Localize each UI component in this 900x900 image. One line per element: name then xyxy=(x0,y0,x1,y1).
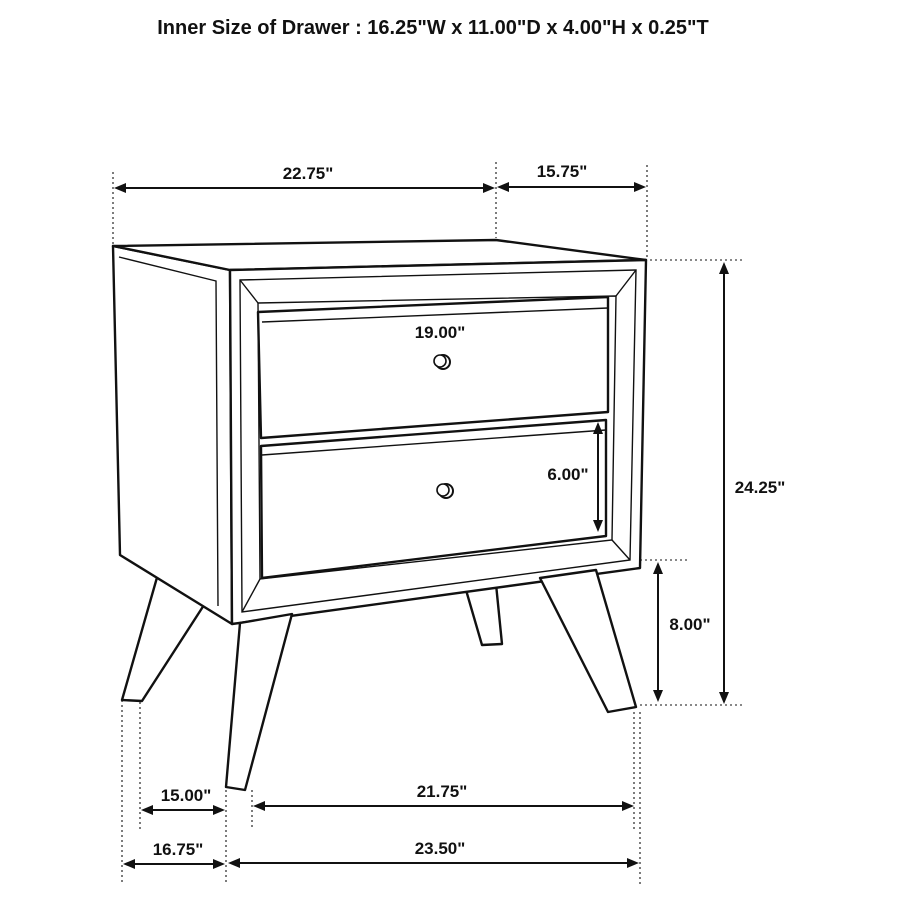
top-width-label: 22.75" xyxy=(282,164,334,183)
top-depth-label: 15.75" xyxy=(536,162,588,181)
drawer-inner-size-title: Inner Size of Drawer : 16.25"W x 11.00"D x 4.00"H x 0.25"T xyxy=(157,17,709,39)
top-drawer-front xyxy=(258,297,608,438)
outer-leg-width-label: 23.50" xyxy=(414,839,466,858)
side-panel xyxy=(113,246,232,624)
front-left-leg xyxy=(226,614,292,790)
leg-height-label: 8.00" xyxy=(669,615,711,634)
back-right-leg xyxy=(466,584,502,645)
nightstand-drawing xyxy=(113,240,646,790)
front-right-leg xyxy=(540,570,636,712)
inner-leg-depth-label: 15.00" xyxy=(160,786,212,805)
total-height-label: 24.25" xyxy=(734,478,786,497)
drawer-height-label: 6.00" xyxy=(547,465,589,484)
inner-leg-width-label: 21.75" xyxy=(416,782,468,801)
drawer-width-label: 19.00" xyxy=(414,323,466,342)
outer-leg-depth-label: 16.75" xyxy=(152,840,204,859)
